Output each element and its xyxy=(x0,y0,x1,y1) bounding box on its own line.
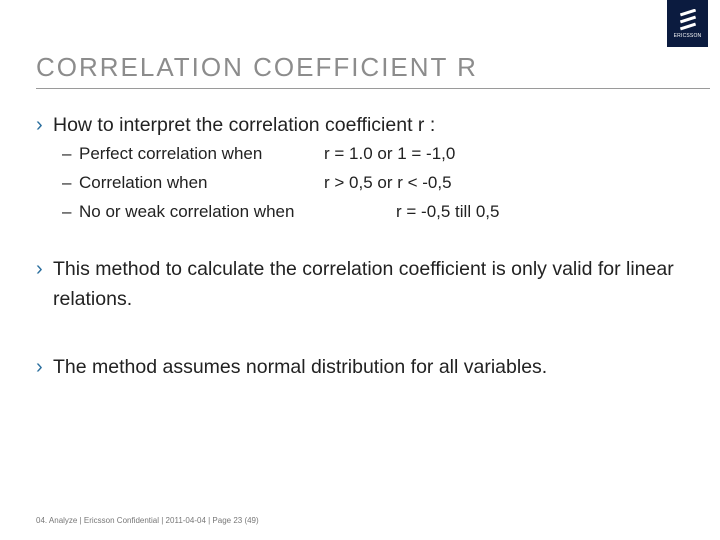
bullet-item-interpret xyxy=(36,110,696,140)
bullet-item-linear xyxy=(36,254,696,314)
title-divider xyxy=(36,88,710,89)
ericsson-logo-icon xyxy=(677,9,699,31)
sub-item-value: r = -0,5 till 0,5 xyxy=(396,202,500,221)
slide-title: CORRELATION COEFFICIENT R xyxy=(36,52,478,82)
slide-footer: 04. Analyze | Ericsson Confidential | 2011-04-04 | Page 23 (49) xyxy=(36,516,259,525)
bullet-text: How to interpret the correlation coefficient r : xyxy=(53,114,436,136)
sub-item-value: r > 0,5 or r < -0,5 xyxy=(324,173,452,192)
dash-marker: – xyxy=(62,144,72,163)
dash-marker: – xyxy=(62,202,72,221)
bullet-text: The method assumes normal distribution for all variables. xyxy=(53,356,548,378)
sub-item-label: Perfect correlation when xyxy=(79,144,263,163)
ericsson-logo xyxy=(667,0,708,47)
sub-item-label: Correlation when xyxy=(79,173,208,192)
chevron-right-icon: › xyxy=(36,258,43,280)
sub-item-label: No or weak correlation when xyxy=(79,202,295,221)
bullet-text: This method to calculate the correlation coefficient is only valid for linear relations. xyxy=(53,258,674,310)
dash-marker: – xyxy=(62,173,72,192)
chevron-right-icon: › xyxy=(36,114,43,136)
chevron-right-icon: › xyxy=(36,356,43,378)
sub-item-value: r = 1.0 or 1 = -1,0 xyxy=(324,144,456,163)
bullet-item-normal xyxy=(36,352,696,382)
logo-wordmark: ERICSSON xyxy=(673,33,702,39)
